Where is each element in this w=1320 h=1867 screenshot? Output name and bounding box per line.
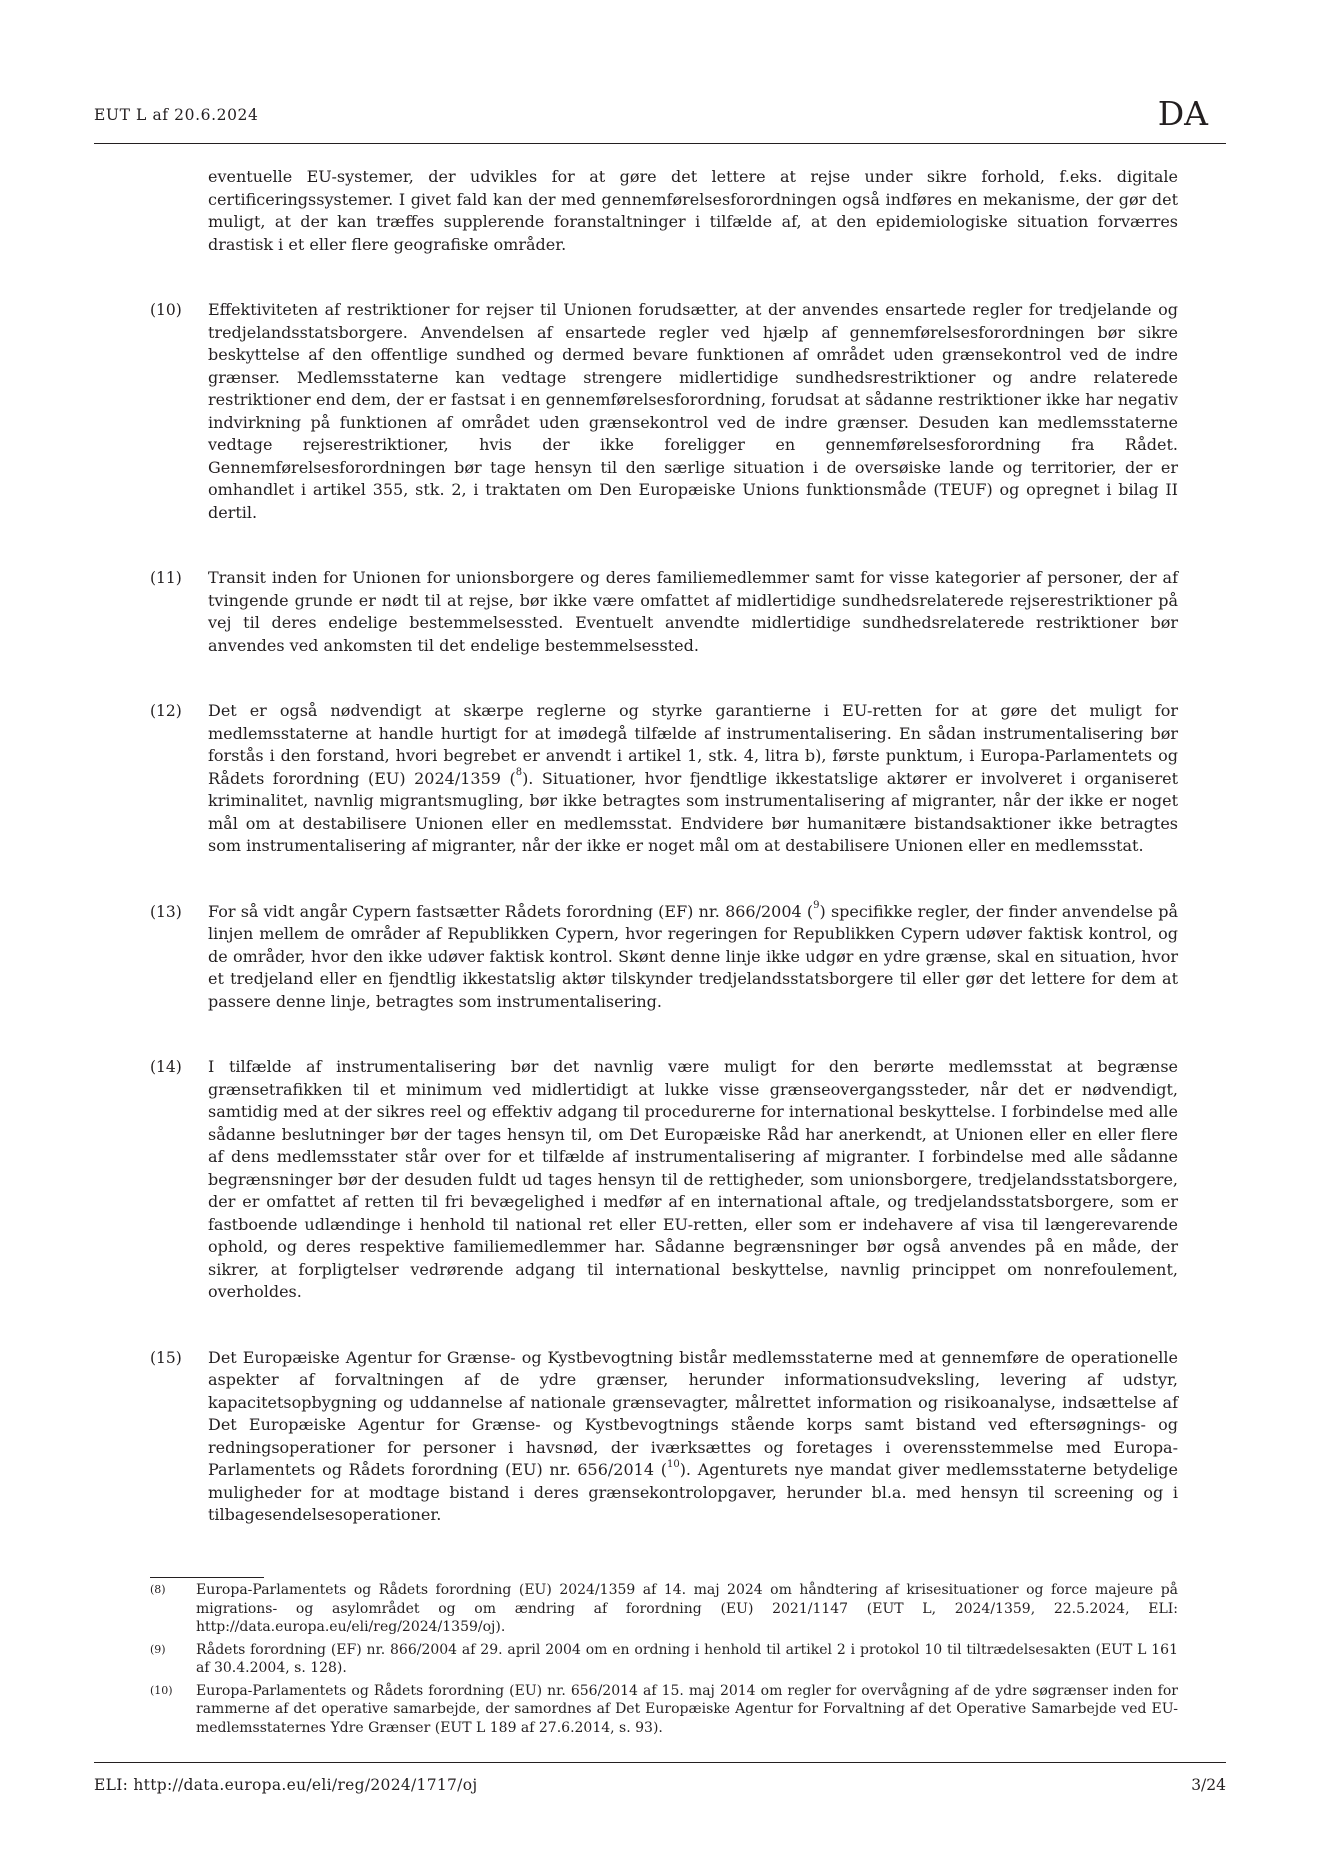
recital-text [208, 1347, 1178, 1527]
footnote-number: (8) [150, 1583, 166, 1596]
recital-text: Transit inden for Unionen for unionsborgere og deres familiemedlemmer samt for visse kategorier af personer, der af tvingende grunde er nødt til at rejse, bør ikke være omfattet af midlertidige sundhedsrelaterede rejserestriktioner på vej til deres endelige bestemmelsessted. Eventuelt anvendte midlertidige sundhedsrelaterede restriktioner bør anvendes ved ankomsten til det endelige bestemmelsessted. [208, 568, 1178, 655]
recital-number: (11) [150, 569, 182, 587]
recital-text-part: For så vidt angår Cypern fastsætter Rådets forordning (EF) nr. 866/2004 ( [208, 901, 814, 921]
footnote-ref-9[interactable]: 9 [813, 900, 820, 912]
recital-10 [94, 299, 1178, 524]
recital-15 [94, 1347, 1178, 1527]
recital-number: (13) [150, 902, 182, 921]
footnote-text: Rådets forordning (EF) nr. 866/2004 af 29. april 2004 om en ordning i henhold til artikel 2 i protokol 10 til tiltrædelsesakten (EUT L 161 af 30.4.2004, s. 128). [196, 1641, 1178, 1676]
language-code: DA [1157, 94, 1208, 133]
footnote-10 [150, 1682, 1178, 1738]
recital-text-part: ) specifikke regler, der finder anvendelse på linjen mellem de områder af Republikken Cypern, hvor regeringen for Republikken Cypern udøver faktisk kontrol, og de områder, hvor den ikke udøver faktisk kontrol. Skønt denne linje ikke udgør en ydre grænse, skal en situation, hvor et tredjeland eller en fjendtlig ikkestatslig aktør tilskynder tredjelandsstatsborgere til eller gør det lettere for dem at passere denne linje, betragtes som instrumentalisering. [208, 901, 1179, 1011]
footer-divider [94, 1762, 1226, 1763]
eli-link[interactable]: ELI: http://data.europa.eu/eli/reg/2024/1717/oj [94, 1776, 478, 1794]
recital-text: Effektiviteten af restriktioner for rejser til Unionen forudsætter, at der anvendes ensartede regler for tredjelande og tredjelandsstatsborgere. Anvendelsen af ensartede regler ved hjælp af gennemførelsesforordningen bør sikre beskyttelse af den offentlige sundhed og dermed bevare funktionen af området uden grænsekontrol ved de indre grænser. Medlemsstaterne kan vedtage strengere midlertidige sundhedsrestriktioner og andre relaterede restriktioner end dem, der er fastsat i en gennemførelsesforordning, forudsat at sådanne restriktioner ikke har negativ indvirkning på funktionen af området uden grænsekontrol ved de indre grænser. Desuden kan medlemsstaterne vedtage rejserestriktioner, hvis der ikke foreligger en gennemførelsesforordning fra Rådet. Gennemførelsesforordningen bør tage hensyn til den særlige situation i de oversøiske lande og territorier, der er omhandlet i artikel 355, stk. 2, i traktaten om Den Europæiske Unions funktionsmåde (TEUF) og opregnet i bilag II dertil. [208, 300, 1178, 522]
recital-number: (14) [150, 1058, 182, 1076]
document-body [94, 166, 1178, 1570]
recital-text-part: Det Europæiske Agentur for Grænse- og Kystbevogtning bistår medlemsstaterne med at gennemføre de operationelle aspekter af forvaltningen af de ydre grænser, herunder informationsudveksling, levering af udstyr, kapacitetsopbygning og uddannelse af nationale grænsevagter, målrettet information og risikoanalyse, indsættelse af Det Europæiske Agentur for Grænse- og Kystbevogtnings stående korps samt bistand ved eftersøgnings- og redningsoperationer for personer i havsnød, der iværksættes og foretages i overensstemmelse med Europa-Parlamentets og Rådets forordning (EU) nr. 656/2014 ( [208, 1347, 1178, 1479]
footnote-8 [150, 1581, 1178, 1637]
footnote-number: (10) [150, 1683, 173, 1697]
recital-text [208, 901, 1178, 1014]
footnote-number: (9) [150, 1642, 166, 1656]
footnote-divider [150, 1577, 264, 1578]
recital-14 [94, 1056, 1178, 1304]
recital-13 [94, 901, 1178, 1014]
continued-paragraph: eventuelle EU-systemer, der udvikles for at gøre det lettere at rejse under sikre forhold, f.eks. digitale certificeringssystemer. I givet fald kan der med gennemførelsesforordningen også indføres en mekanisme, der gør det muligt, at der kan træffes supplerende foranstaltninger i tilfælde af, at den epidemiologiske situation forværres drastisk i et eller flere geografiske områder. [208, 167, 1178, 254]
header-divider [94, 143, 1226, 144]
recital-number: (15) [150, 1348, 182, 1367]
recital-number: (10) [150, 301, 182, 319]
footnote-text: Europa-Parlamentets og Rådets forordning (EU) nr. 656/2014 af 15. maj 2014 om regler for overvågning af de ydre søgrænser inden for rammerne af det operative samarbejde, der samordnes af Det Europæiske Agentur for Forvaltning af det Operative Samarbejde ved EU-medlemsstaternes Ydre Grænser (EUT L 189 af 27.6.2014, s. 93). [196, 1682, 1178, 1736]
recital-text: I tilfælde af instrumentalisering bør det navnlig være muligt for den berørte medlemsstat at begrænse grænsetrafikken til et minimum ved midlertidigt at lukke visse grænseovergangssteder, når det er nødvendigt, samtidig med at der sikres reel og effektiv adgang til procedurerne for international beskyttelse. I forbindelse med alle sådanne beslutninger bør der tages hensyn til, om Det Europæiske Råd har anerkendt, at Unionen eller en eller flere af dens medlemsstater står over for et tilfælde af instrumentalisering af migranter. I forbindelse med alle sådanne begrænsninger bør der desuden fuldt ud tages hensyn til de rettigheder, som unionsborgere, tredjelandsstatsborgere, der er omfattet af retten til fri bevægelighed i medfør af en international aftale, og tredjelandsstatsborgere, som er fastboende udlændinge i henhold til national ret eller EU-retten, eller som er indehavere af visa til længerevarende ophold, og deres respektive familiemedlemmer har. Sådanne begrænsninger bør også anvendes på en måde, der sikrer, at forpligtelser vedrørende adgang til international beskyttelse, navnlig princippet om nonrefoulement, overholdes. [208, 1057, 1178, 1301]
recital-text [208, 700, 1178, 858]
recital-text-part: ). Agenturets nye mandat giver medlemsstaterne betydelige muligheder for at modtage bistand i deres grænsekontrolopgaver, herunder bl.a. med hensyn til screening og i tilbagesendelsesoperationer. [208, 1460, 1178, 1524]
recital-12 [94, 700, 1178, 858]
footnote-text: Europa-Parlamentets og Rådets forordning (EU) 2024/1359 af 14. maj 2024 om håndtering af krisesituationer og force majeure på migrations- og asylområdet og om ændring af forordning (EU) 2021/1147 (EUT L, 2024/1359, 22.5.2024, ELI: http://data.europa.eu/eli/reg/2024/1359/oj). [196, 1582, 1178, 1635]
recital-text-part: ). Situationer, hvor fjendtlige ikkestatslige aktører er involveret i organiseret kriminalitet, navnlig migrantsmugling, bør ikke betragtes som instrumentalisering af migranter, når der ikke er noget mål om at destabilisere Unionen eller en medlemsstat. Endvidere bør humanitære bistandsaktioner ikke betragtes som instrumentalisering af migranter, når der ikke er noget mål om at destabilisere Unionen eller en medlemsstat. [208, 768, 1179, 855]
footnote-ref-8[interactable]: 8 [515, 767, 523, 779]
recital-number: (12) [150, 702, 182, 720]
journal-reference: EUT L af 20.6.2024 [94, 106, 259, 124]
footnotes [150, 1581, 1178, 1741]
recital-11 [94, 567, 1178, 657]
page-number: 3/24 [1191, 1776, 1226, 1794]
recital-text-part: Det er også nødvendigt at skærpe reglerne og styrke garantierne i EU-retten for at gøre det muligt for medlemsstaterne at handle hurtigt for at imødegå tilfælde af instrumentalisering. En sådan instrumentalisering bør forstås i den forstand, hvori begrebet er anvendt i artikel 1, stk. 4, litra b), første punktum, i Europa-Parlamentets og Rådets forordning (EU) 2024/1359 ( [208, 701, 1178, 788]
footnote-9 [150, 1641, 1178, 1678]
footnote-ref-10[interactable]: 10 [666, 1458, 680, 1470]
